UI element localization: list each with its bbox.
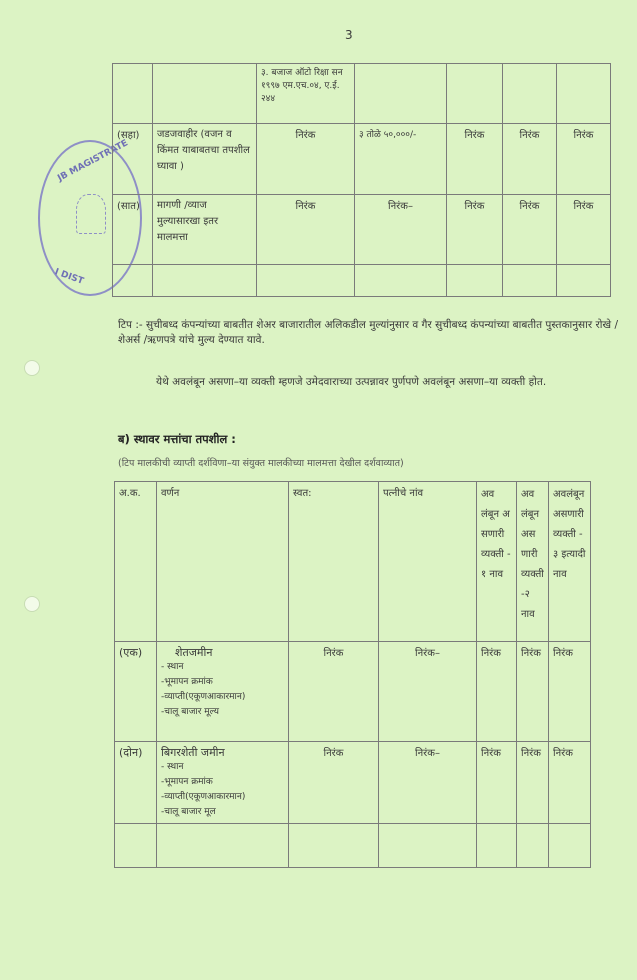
dependent3-value: निरंक [549, 642, 591, 742]
dependent1-value: निरंक [447, 195, 503, 265]
table-row [113, 195, 611, 265]
page-number: 3 [345, 28, 353, 42]
row-description [153, 265, 257, 297]
column-header: अवलंबून असणारी व्यक्ती -२ नाव [517, 482, 549, 642]
spouse-value: ३ तोळे ५०,०००/- [355, 124, 447, 195]
table-row [115, 742, 591, 824]
asset-details: - स्थान -भूमापन क्रमांक -व्याप्ती(एकूणआकारमान) -चालू बाजार मूल [161, 762, 246, 817]
empty-cell [379, 824, 477, 868]
dependent3-value: निरंक [549, 742, 591, 824]
dependent2-value: निरंक [503, 195, 557, 265]
table-row [113, 124, 611, 195]
row-number [113, 265, 153, 297]
punch-hole-icon [24, 360, 40, 376]
dependent3-value: निरंक [557, 195, 611, 265]
note-listed-companies: टिप :- सुचीबध्द कंपन्यांच्या बाबतीत शेअर बाजारातील अलिकडील मुल्यांनुसार व गैर सुचीबध्द कंपन्यांच्या बाबतीत पुस्तकानुसार रोखे /शेअर्स /ऋणपत्रे यांचे मुल्य देण्यात यावे. [118, 319, 618, 346]
spouse-value: निरंक– [355, 195, 447, 265]
empty-cell [517, 824, 549, 868]
row-number: (दोन) [115, 742, 157, 824]
emblem-icon [76, 194, 106, 234]
note-dependents: येथे अवलंबून असणा–या व्यक्ती म्हणजे उमेदवाराच्या उत्पन्नावर पुर्णपणे अवलंबून असणा–या व्यक्ती होत. [156, 376, 547, 388]
self-value [257, 265, 355, 297]
table-header-row [115, 482, 591, 642]
dependent1-value: निरंक [477, 742, 517, 824]
dependent1-value [447, 265, 503, 297]
dependent2-value [503, 64, 557, 124]
asset-title: बिगरशेती जमीन [161, 746, 225, 759]
immovable-assets-table [114, 481, 591, 868]
spouse-value: निरंक– [379, 742, 477, 824]
spouse-value: निरंक– [379, 642, 477, 742]
table-row [113, 265, 611, 297]
punch-hole-icon [24, 596, 40, 612]
row-description: मागणी /व्याज मुल्यासारखा इतर मालमत्ता [153, 195, 257, 265]
dependent2-value: निरंक [517, 742, 549, 824]
section-note: (टिप मालकीची व्याप्ती दर्शविणा–या संयुक्त मालकीच्या मालमत्ता देखील दर्शवाव्यात) [118, 458, 404, 469]
empty-cell [477, 824, 517, 868]
asset-description [157, 642, 289, 742]
spouse-value [355, 64, 447, 124]
dependent2-value: निरंक [503, 124, 557, 195]
movable-assets-table [112, 63, 611, 297]
dependent3-value [557, 265, 611, 297]
dependent2-value: निरंक [517, 642, 549, 742]
row-number [113, 64, 153, 124]
row-number: (सात) [113, 195, 153, 265]
column-header: अवलंबून असणारी व्यक्ती -३ इत्यादी नाव [549, 482, 591, 642]
column-header: अ.क. [115, 482, 157, 642]
row-description [153, 64, 257, 124]
column-header: पत्नीचे नांव [379, 482, 477, 642]
row-number: (सहा) [113, 124, 153, 195]
table-row [115, 642, 591, 742]
empty-cell [549, 824, 591, 868]
seal-top-text: JB MAGISTRATE [56, 138, 130, 184]
self-value: निरंक [289, 742, 379, 824]
table-row [115, 824, 591, 868]
row-description: जडजवाहीर (वजन व किंमत याबाबतचा तपशील घ्यावा ) [153, 124, 257, 195]
dependent2-value [503, 265, 557, 297]
dependent1-value: निरंक [477, 642, 517, 742]
empty-cell [157, 824, 289, 868]
self-value: निरंक [289, 642, 379, 742]
self-value: निरंक [257, 124, 355, 195]
asset-description [157, 742, 289, 824]
row-number: (एक) [115, 642, 157, 742]
dependent3-value [557, 64, 611, 124]
dependent1-value: निरंक [447, 124, 503, 195]
column-header: वर्णन [157, 482, 289, 642]
spouse-value [355, 265, 447, 297]
asset-details: - स्थान -भूमापन क्रमांक -व्याप्ती(एकूणआकारमान) -चालू बाजार मूल्य [161, 662, 246, 717]
dependent3-value: निरंक [557, 124, 611, 195]
column-header: स्वत: [289, 482, 379, 642]
empty-cell [289, 824, 379, 868]
dependent1-value [447, 64, 503, 124]
column-header: अवलंबून असणारी व्यक्ती -१ नाव [477, 482, 517, 642]
table-row [113, 64, 611, 124]
section-heading: ब) स्थावर मत्तांचा तपशील : [118, 432, 236, 446]
empty-cell [115, 824, 157, 868]
asset-title: शेतजमीन [175, 646, 213, 659]
self-value: ३. बजाज ऑटो रिक्षा सन १९९७ एम.एच.०४, ए.ई. २४४ [257, 64, 355, 124]
seal-bottom-text: I DIST [53, 267, 85, 287]
self-value: निरंक [257, 195, 355, 265]
